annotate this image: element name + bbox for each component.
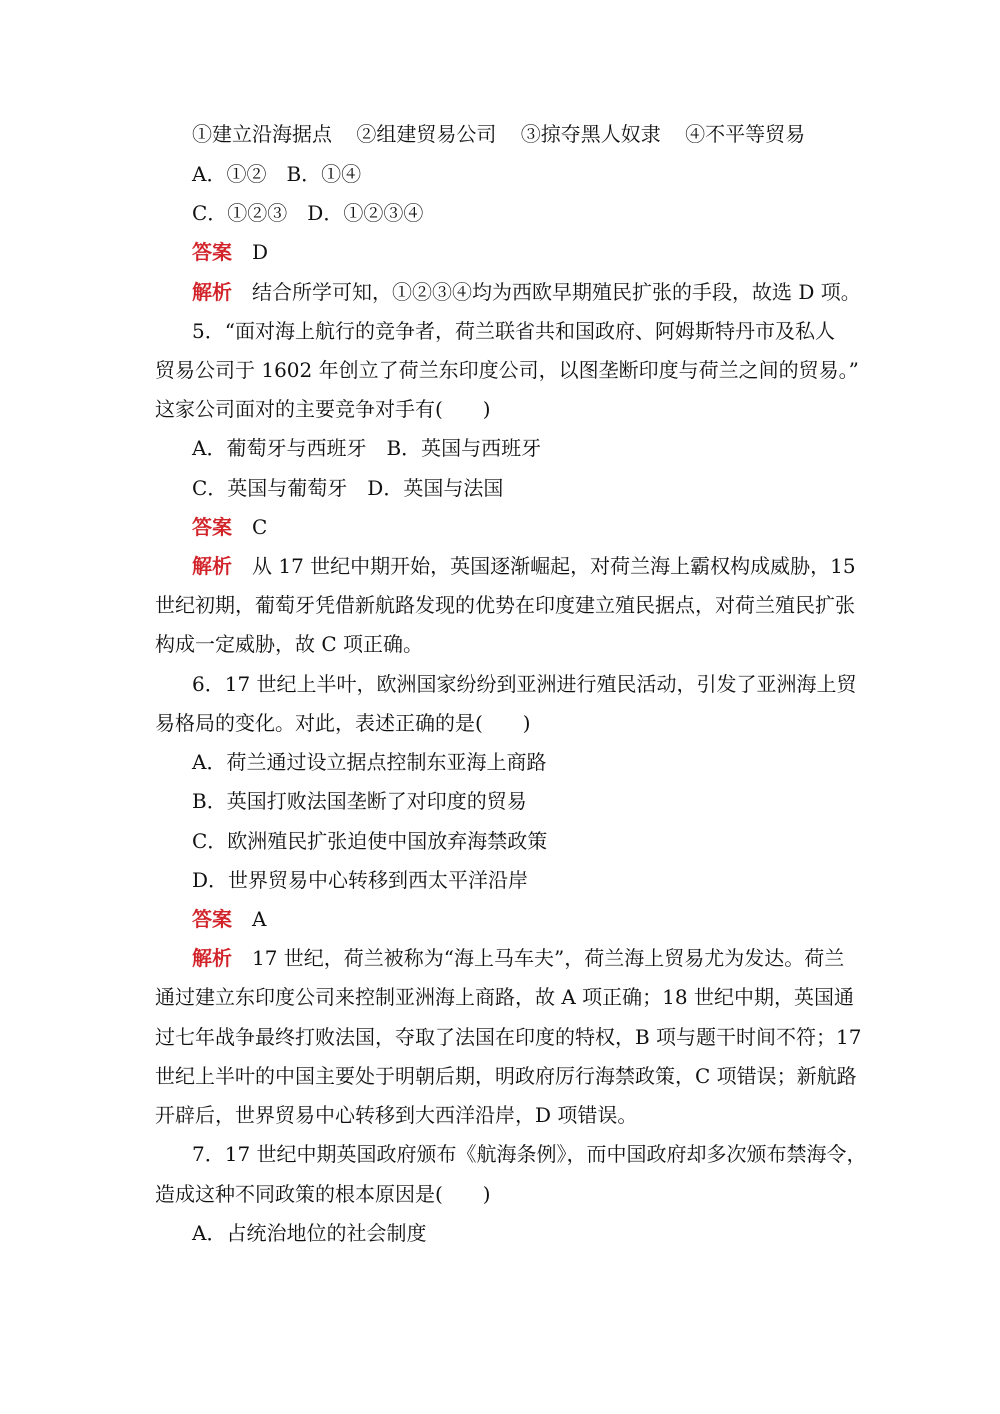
q7-stem-line-1: 7．17 世纪中期英国政府颁布《航海条例》，而中国政府却多次颁布禁海令， (192, 1142, 867, 1166)
q6-analysis-line-3: 过七年战争最终打败法国，夺取了法国在印度的特权，B 项与题干时间不符；17 (155, 1025, 862, 1049)
q5-stem-line-3: 这家公司面对的主要竞争对手有( ) (155, 397, 491, 421)
q5-answer-value: C (252, 515, 268, 539)
q6-option-c: C．欧洲殖民扩张迫使中国放弃海禁政策 (192, 829, 548, 853)
q5-analysis-line-2: 世纪初期，葡萄牙凭借新航路发现的优势在印度建立殖民据点，对荷兰殖民扩张 (155, 593, 855, 617)
analysis-label: 解析 (192, 946, 232, 970)
q7-stem-line-2: 造成这种不同政策的根本原因是( ) (155, 1182, 491, 1206)
q7-option-a: A．占统治地位的社会制度 (192, 1221, 427, 1245)
q5-stem-line-2: 贸易公司于 1602 年创立了荷兰东印度公司，以图垄断印度与荷兰之间的贸易。” (155, 358, 859, 382)
q6-answer-value: A (252, 907, 267, 931)
q5-answer (192, 512, 892, 542)
q4-options-ab: A．①② B．①④ (192, 162, 362, 186)
answer-label: 答案 (192, 907, 232, 931)
q4-analysis (192, 277, 892, 307)
q5-analysis-text-1: 从 17 世纪中期开始，英国逐渐崛起，对荷兰海上霸权构成威胁，15 (252, 554, 856, 578)
q6-option-d: D．世界贸易中心转移到西太平洋沿岸 (192, 868, 529, 892)
q6-option-a: A．荷兰通过设立据点控制东亚海上商路 (192, 750, 547, 774)
q4-item-4: ④不平等贸易 (685, 122, 806, 146)
q5-stem-line-1: 5．“面对海上航行的竞争者，荷兰联省共和国政府、阿姆斯特丹市及私人 (192, 319, 835, 343)
q6-stem-line-1: 6．17 世纪上半叶，欧洲国家纷纷到亚洲进行殖民活动，引发了亚洲海上贸 (192, 672, 857, 696)
analysis-label: 解析 (192, 554, 232, 578)
q6-option-b: B．英国打败法国垄断了对印度的贸易 (192, 789, 527, 813)
q6-stem-line-2: 易格局的变化。对此，表述正确的是( ) (155, 711, 531, 735)
q6-analysis-line-5: 开辟后，世界贸易中心转移到大西洋沿岸，D 项错误。 (155, 1103, 638, 1127)
q5-options-ab: A．葡萄牙与西班牙 B．英国与西班牙 (192, 436, 542, 460)
q4-item-2: ②组建贸易公司 (356, 122, 497, 146)
q5-analysis-line-3: 构成一定威胁，故 C 项正确。 (155, 632, 424, 656)
q4-answer (192, 237, 892, 267)
q4-options-cd: C．①②③ D．①②③④ (192, 201, 424, 225)
q4-item-1: ①建立沿海据点 (192, 122, 332, 146)
answer-label: 答案 (192, 240, 232, 264)
q6-analysis-line-4: 世纪上半叶的中国主要处于明朝后期，明政府厉行海禁政策，C 项错误；新航路 (155, 1064, 857, 1088)
analysis-label: 解析 (192, 280, 232, 304)
q4-items-line (192, 119, 892, 149)
q4-analysis-text: 结合所学可知，①②③④均为西欧早期殖民扩张的手段，故选 D 项。 (252, 280, 861, 304)
q6-analysis-line-1 (192, 943, 892, 973)
q5-analysis-line-1 (192, 551, 892, 581)
q4-item-3: ③掠夺黑人奴隶 (520, 122, 661, 146)
q5-options-cd: C．英国与葡萄牙 D．英国与法国 (192, 476, 504, 500)
q4-answer-value: D (252, 240, 269, 264)
q6-analysis-text-1: 17 世纪，荷兰被称为“海上马车夫”，荷兰海上贸易尤为发达。荷兰 (252, 946, 845, 970)
q6-answer (192, 904, 892, 934)
q6-analysis-line-2: 通过建立东印度公司来控制亚洲海上商路，故 A 项正确；18 世纪中期，英国通 (155, 985, 854, 1009)
answer-label: 答案 (192, 515, 232, 539)
